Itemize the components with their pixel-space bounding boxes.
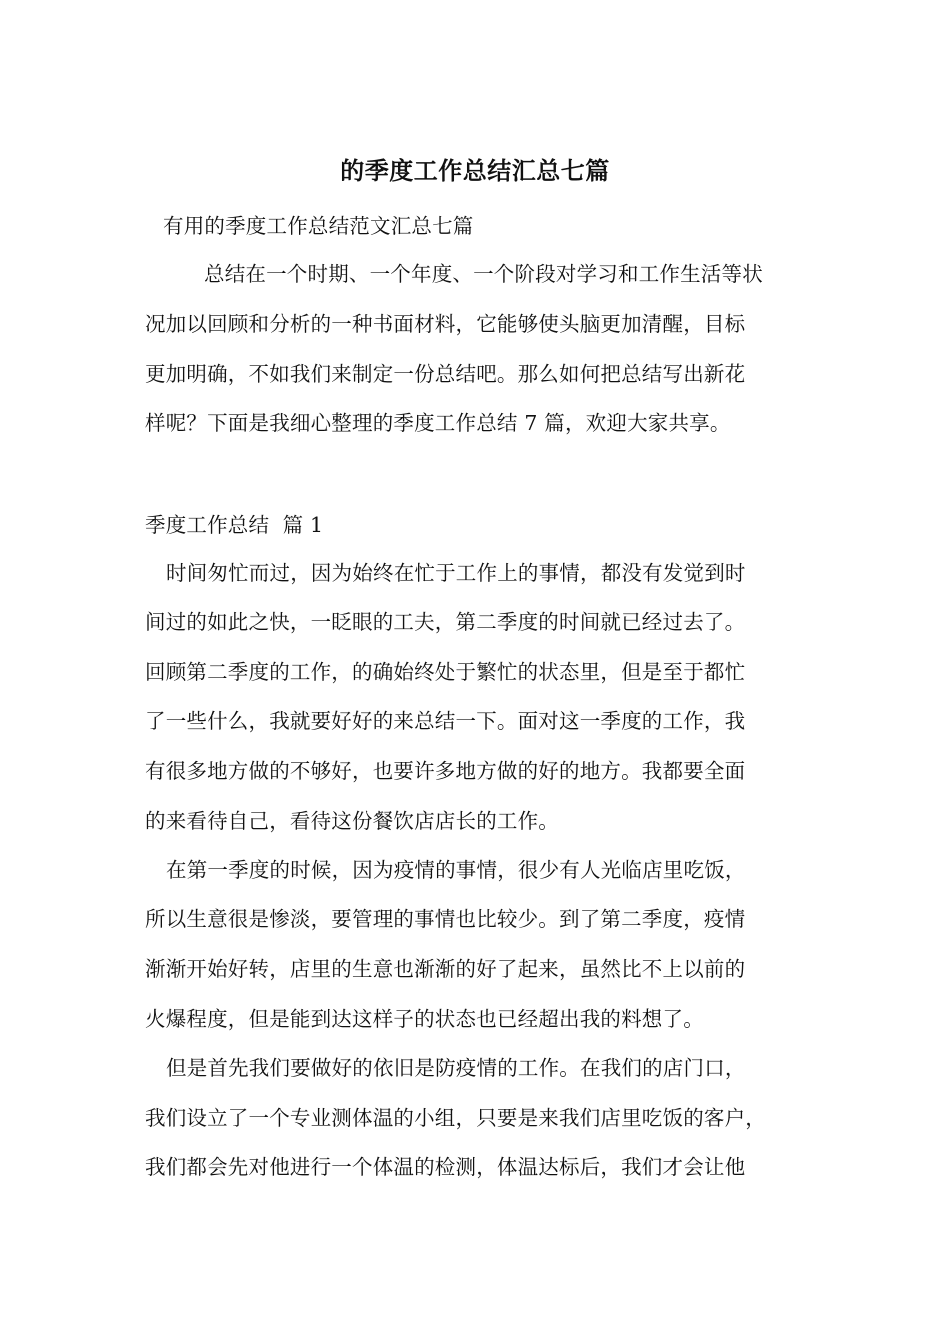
paragraph-line: 所以生意很是惨淡，要管理的事情也比较少。到了第二季度，疫情 — [145, 907, 746, 931]
section-heading: 季度工作总结 篇 1 — [145, 513, 324, 537]
document-subtitle: 有用的季度工作总结范文汇总七篇 — [163, 214, 474, 238]
paragraph-line: 渐渐开始好转，店里的生意也渐渐的好了起来，虽然比不上以前的 — [145, 957, 746, 981]
intro-line: 况加以回顾和分析的一种书面材料，它能够使头脑更加清醒，目标 — [145, 312, 746, 336]
intro-line: 样呢？下面是我细心整理的季度工作总结 7 篇，欢迎大家共享。 — [145, 411, 731, 435]
intro-line: 总结在一个时期、一个年度、一个阶段对学习和工作生活等状 — [204, 262, 763, 286]
paragraph-line: 了一些什么，我就要好好的来总结一下。面对这一季度的工作，我 — [145, 709, 746, 733]
intro-line: 更加明确，不如我们来制定一份总结吧。那么如何把总结写出新花 — [145, 362, 746, 386]
paragraph-line: 我们设立了一个专业测体温的小组，只要是来我们店里吃饭的客户， — [145, 1106, 766, 1130]
paragraph-line: 回顾第二季度的工作，的确始终处于繁忙的状态里，但是至于都忙 — [145, 660, 746, 684]
paragraph-line: 有很多地方做的不够好，也要许多地方做的好的地方。我都要全面 — [145, 759, 746, 783]
paragraph-line: 的来看待自己，看待这份餐饮店店长的工作。 — [145, 809, 559, 833]
paragraph-line: 时间匆忙而过，因为始终在忙于工作上的事情，都没有发觉到时 — [166, 561, 746, 585]
paragraph-line: 间过的如此之快，一眨眼的工夫，第二季度的时间就已经过去了。 — [145, 610, 746, 634]
paragraph-line: 火爆程度，但是能到达这样子的状态也已经超出我的料想了。 — [145, 1007, 704, 1031]
paragraph-line: 在第一季度的时候，因为疫情的事情，很少有人光临店里吃饭， — [166, 858, 746, 882]
paragraph-line: 我们都会先对他进行一个体温的检测，体温达标后，我们才会让他 — [145, 1155, 746, 1179]
paragraph-line: 但是首先我们要做好的依旧是防疫情的工作。在我们的店门口， — [166, 1056, 746, 1080]
document-title: 的季度工作总结汇总七篇 — [340, 157, 610, 185]
